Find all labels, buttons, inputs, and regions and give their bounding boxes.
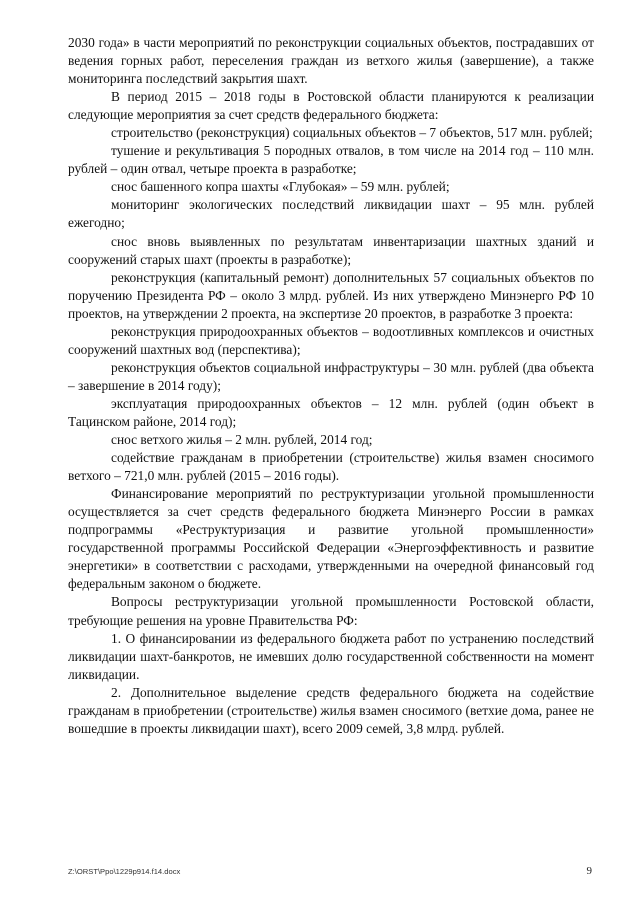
footer-file-path: Z:\ORST\Ppo\1229p914.f14.docx xyxy=(68,867,181,876)
list-item-dilapidated-housing: снос ветхого жилья – 2 млн. рублей, 2014 год; xyxy=(111,432,373,448)
list-item-social-infrastructure: реконструкция объектов социальной инфраструктуры – 30 млн. рублей (два объекта – завершение в 2014 году); xyxy=(68,359,594,393)
paragraph-period-intro: В период 2015 – 2018 годы в Ростовской области планируются к реализации следующие мероприятия за счет средств федерального бюджета: xyxy=(68,89,594,123)
page-number: 9 xyxy=(586,865,592,877)
paragraph-government-issues: Вопросы реструктуризации угольной промышленности Ростовской области, требующие решения на уровне Правительства РФ: xyxy=(68,594,594,628)
document-body xyxy=(68,34,594,738)
numbered-item-2: 2. Дополнительное выделение средств федерального бюджета на содействие гражданам в приобретении (строительстве) жилья взамен сносимого (ветхие дома, ранее не вошедшие в проекты ликвидации шахт), всего 2009 семей, 3,8 млрд. рублей. xyxy=(68,684,594,736)
paragraph-continuation: 2030 года» в части мероприятий по реконструкции социальных объектов, пострадавших от ведения горных работ, переселения граждан из ветхого жилья (завершение), а также мониторинга последствий закрытия шахт. xyxy=(68,35,594,87)
list-item-environmental-reconstruction: реконструкция природоохранных объектов – водоотливных комплексов и очистных сооружений шахтных вод (перспектива); xyxy=(68,323,594,357)
list-item-environmental-operation: эксплуатация природоохранных объектов – 12 млн. рублей (один объект в Тацинском районе, 2014 год); xyxy=(68,395,594,429)
list-item-waste-dumps: тушение и рекультивация 5 породных отвалов, в том числе на 2014 год – 110 млн. рублей – один отвал, четыре проекта в разработке; xyxy=(68,143,594,177)
list-item-mine-buildings-demolition: снос вновь выявленных по результатам инвентаризации шахтных зданий и сооружений старых шахт (проекты в разработке); xyxy=(68,233,594,267)
list-item-headframe-demolition: снос башенного копра шахты «Глубокая» – 59 млн. рублей; xyxy=(111,179,450,195)
list-item-ecological-monitoring: мониторинг экологических последствий ликвидации шахт – 95 млн. рублей ежегодно; xyxy=(68,197,594,231)
paragraph-financing: Финансирование мероприятий по реструктуризации угольной промышленности осуществляется за счет средств федерального бюджета Минэнерго России в рамках подпрограммы «Реструктуризация и развитие угольной промышленности» государственной программы Российской Федерации «Энергоэффективность и развитие энергетики» в соответствии с расходами, утвержденными на очередной финансовый год федеральным законом о бюджете. xyxy=(68,486,594,592)
list-item-capital-repair: реконструкция (капитальный ремонт) дополнительных 57 социальных объектов по поручению Президента РФ – около 3 млрд. рублей. Из них утверждено Минэнерго РФ 10 проектов, на утверждении 2 проекта, на экспертизе 20 проектов, в разработке 3 проекта: xyxy=(68,269,594,321)
numbered-item-1: 1. О финансировании из федерального бюджета работ по устранению последствий ликвидации шахт-банкротов, не имевших долю государственной собственности на момент ликвидации. xyxy=(68,630,594,682)
list-item-housing-assistance: содействие гражданам в приобретении (строительстве) жилья взамен сносимого ветхого – 721,0 млн. рублей (2015 – 2016 годы). xyxy=(68,450,594,484)
page-footer xyxy=(68,867,594,881)
list-item-social-objects: строительство (реконструкция) социальных объектов – 7 объектов, 517 млн. рублей; xyxy=(111,125,593,141)
